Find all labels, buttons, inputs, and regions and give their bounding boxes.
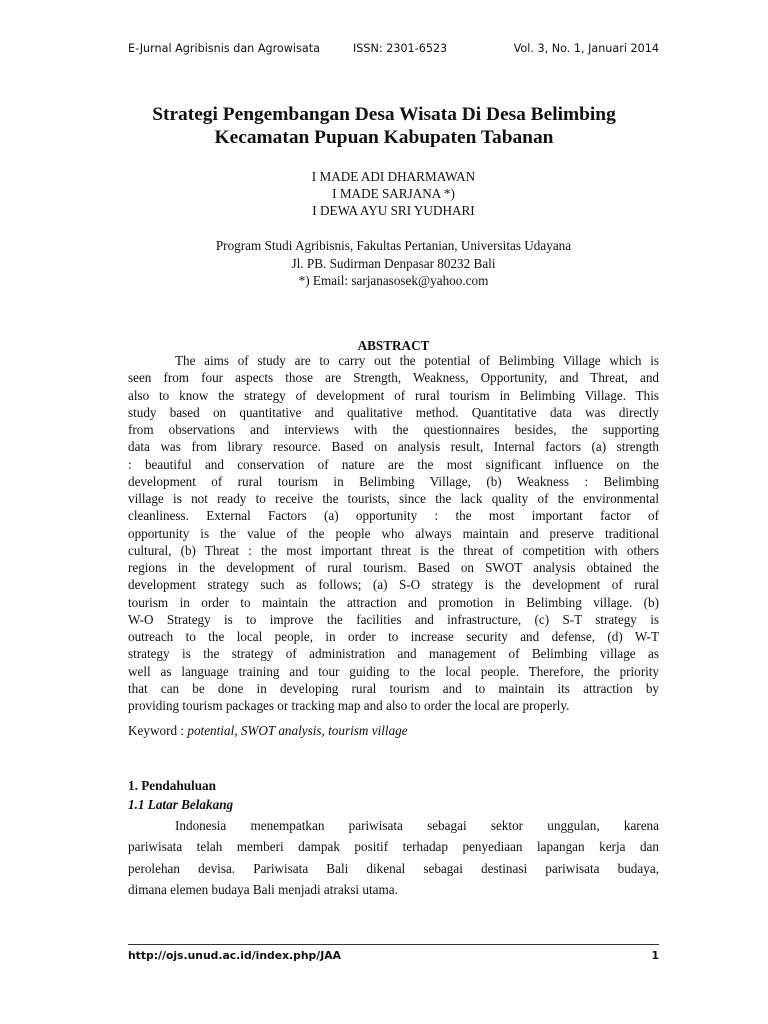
title-line-1: Strategi Pengembangan Desa Wisata Di Desa Belimbing xyxy=(152,104,616,125)
running-header xyxy=(128,42,659,62)
abstract-line: village is not ready to receive the tourists, since the lack quality of the environmental xyxy=(128,491,659,506)
subsection-heading: 1.1 Latar Belakang xyxy=(128,797,234,812)
body-line: Indonesia menempatkan pariwisata sebagai sektor unggulan, karena xyxy=(175,818,659,833)
abstract-line: cleanliness. External Factors (a) opportunity : the most important factor of xyxy=(128,508,659,524)
abstract-line: opportunity is the value of the people who always maintain and preserve traditional xyxy=(128,525,659,541)
affiliation xyxy=(128,237,659,290)
abstract-line: W-O Strategy is to improve the facilities and infrastructure, (c) S-T strategy is xyxy=(128,611,659,627)
contact-email: *) Email: sarjanasosek@yahoo.com xyxy=(298,273,489,288)
abstract-line: seen from four aspects those are Strength, Weakness, Opportunity, and Threat, and xyxy=(128,370,659,386)
keyword-label: Keyword : xyxy=(128,723,188,738)
journal-name: E-Jurnal Agribisnis dan Agrowisata xyxy=(128,42,320,55)
affiliation-line: Jl. PB. Sudirman Denpasar 80232 Bali xyxy=(291,255,496,271)
issn: ISSN: 2301-6523 xyxy=(353,42,448,55)
abstract-line: : beautiful and conservation of nature are the most significant influence on the xyxy=(128,456,659,472)
paper-title xyxy=(110,103,658,149)
abstract-line: study based on quantitative and qualitative method. Quantitative data was directly xyxy=(128,404,659,420)
section-body xyxy=(128,815,659,900)
abstract-line: from observations and interviews with the questionnaires besides, the supporting xyxy=(128,422,659,437)
abstract-line: data was from library resource. Based on analysis result, Internal factors (a) strength xyxy=(128,439,659,455)
page-footer xyxy=(128,949,659,967)
abstract-line: providing tourism packages or tracking map and also to order the local are properly. xyxy=(128,698,570,713)
abstract-line: well as language training and tour guiding to the local people. Therefore, the priority xyxy=(128,663,659,679)
section-heading: 1. Pendahuluan xyxy=(128,778,216,793)
keywords xyxy=(128,722,659,739)
abstract-line: regions in the development of rural tourism. Based on SWOT analysis obtained the xyxy=(128,560,659,575)
abstract-line: cultural, (b) Threat : the most important threat is the threat of competition with others xyxy=(128,542,659,558)
abstract-line: strategy is the strategy of administration and management of Belimbing village as xyxy=(128,646,659,662)
body-line: perolehan devisa. Pariwisata Bali dikenal sebagai destinasi pariwisata budaya, xyxy=(128,860,659,876)
abstract-line: tourism in order to maintain the attraction and promotion in Belimbing village. (b) xyxy=(128,594,659,610)
author: I DEWA AYU SRI YUDHARI xyxy=(312,203,475,218)
page-number: 1 xyxy=(651,949,659,962)
body-line: dimana elemen budaya Bali menjadi atraksi utama. xyxy=(128,881,398,897)
abstract-line: also to know the strategy of development of rural tourism in Belimbing Village. This xyxy=(128,387,659,403)
author: I MADE SARJANA *) xyxy=(332,186,455,201)
affiliation-line: Program Studi Agribisnis, Fakultas Pertanian, Universitas Udayana xyxy=(215,238,572,253)
title-line-2: Kecamatan Pupuan Kabupaten Tabanan xyxy=(214,127,554,148)
author-list xyxy=(128,168,659,219)
body-line: pariwisata telah memberi dampak positif terhadap penyediaan lapangan kerja dan xyxy=(128,839,659,855)
abstract-heading: ABSTRACT xyxy=(357,338,430,353)
footer-divider xyxy=(128,944,659,945)
footer-url-link[interactable]: http://ojs.unud.ac.id/index.php/JAA xyxy=(128,949,341,962)
abstract-line: outreach to the local people, in order to increase security and defense, (d) W-T xyxy=(128,629,659,644)
abstract-line: The aims of study are to carry out the potential of Belimbing Village which is xyxy=(175,353,659,368)
abstract-line: development strategy such as follows; (a) S-O strategy is the development of rural xyxy=(128,577,659,593)
abstract-body xyxy=(128,352,659,714)
author: I MADE ADI DHARMAWAN xyxy=(311,169,476,184)
volume-info: Vol. 3, No. 1, Januari 2014 xyxy=(513,42,659,55)
abstract-line: that can be done in developing rural tourism and to maintain its attraction by xyxy=(128,680,659,696)
abstract-line: development of rural tourism in Belimbing Village, (b) Weakness : Belimbing xyxy=(128,473,659,489)
keyword-terms: potential, SWOT analysis, tourism village xyxy=(187,723,408,738)
